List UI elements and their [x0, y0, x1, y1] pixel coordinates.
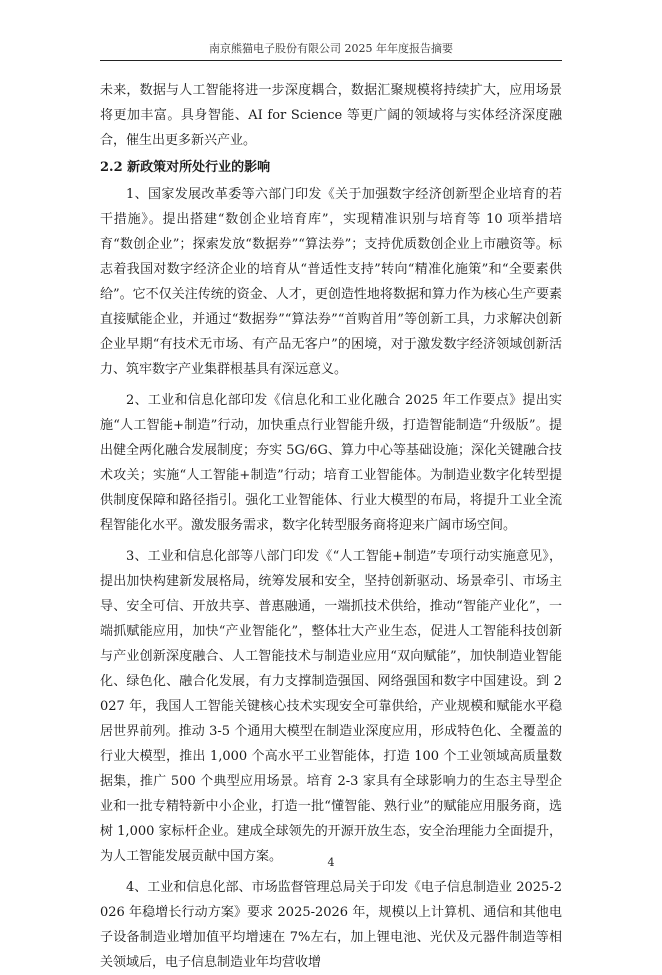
policy-item-3: 3、工业和信息化部等八部门印发《“人工智能+制造”专项行动实施意见》，提出加快构建新发展格局，统筹发展和安全，坚持创新驱动、场景牵引、市场主导、安全可信、开放共享、普惠融通，一端抓技术供给，推动“智能产业化”，一端抓赋能应用，加快“产业智能化”，整体壮大产业生态，促进人工智能科技创新与产业创新深度融合、人工智能技术与制造业应用“双向赋能”，加快制造业智能化、绿色化、融合化发展，有力支撑制造强国、网络强国和数字中国建设。到 2027 年，我国人工智能关键核心技术实现安全可靠供给，产业规模和赋能水平稳居世界前列。推动 3-5 个通用大模型在制造业深度应用，形成特色化、全覆盖的行业大模型，推出 1,000 个高水平工业智能体，打造 100 个工业领域高质量数据集，推广 500 个典型应用场景。培育 2-3 家具有全球影响力的生态主导型企业和一批专精特新中小企业，打造一批“懂智能、熟行业”的赋能应用服务商，选树 1,000 家标杆企业。建成全球领先的开源开放生态，安全治理能力全面提升，为人工智能发展贡献中国方案。 — [100, 549, 562, 864]
document-body — [100, 78, 562, 975]
report-title: 南京熊猫电子股份有限公司 2025 年年度报告摘要 — [209, 42, 453, 55]
page-header — [100, 38, 562, 61]
intro-paragraph: 未来，数据与人工智能将进一步深度耦合，数据汇聚规模将持续扩大，应用场景将更加丰富。具身智能、AI for Science 等更广阔的领域将与实体经济深度融合，催生出更多新兴产业。 — [100, 83, 562, 148]
policy-item-4: 4、工业和信息化部、市场监督管理总局关于印发《电子信息制造业 2025-2026 年稳增长行动方案》要求 2025-2026 年，规模以上计算机、通信和其他电子设备制造业增加值平均增速在 7%左右，加上锂电池、光伏及元器件制造等相关领域后，电子信息制造业年均营收增 — [100, 880, 562, 970]
policy-item-1: 1、国家发展改革委等六部门印发《关于加强数字经济创新型企业培育的若干措施》。提出搭建“数创企业培育库”，实现精准识别与培育等 10 项举措培育“数创企业”；探索发放“数据券”“算法券”；支持优质数创企业上市融资等。标志着我国对数字经济企业的培育从“普适性支持”转向“精准化施策”和“全要素供给”。它不仅关注传统的资金、人才，更创造性地将数据和算力作为核心生产要素直接赋能企业，并通过“数据券”“算法券”“首购首用”等创新工具，力求解决创新企业早期“有技术无市场、有产品无客户”的困境，对于激发数字经济领域创新活力、筑牢数字产业集群根基具有深远意义。 — [100, 187, 562, 377]
policy-item-2: 2、工业和信息化部印发《信息化和工业化融合 2025 年工作要点》提出实施“人工智能+制造”行动，加快重点行业智能升级，打造智能制造“升级版”。提出健全两化融合发展制度；夯实 5G/6G、算力中心等基础设施；深化关键融合技术攻关；实施“人工智能+制造”行动；培育工业智能体。为制造业数字化转型提供制度保障和路径指引。强化工业智能体、行业大模型的布局，将提升工业全流程智能化水平。激发服务需求，数字化转型服务商将迎来广阔市场空间。 — [100, 393, 562, 533]
page-number: 4 — [327, 856, 335, 869]
section-heading: 2.2 新政策对所处行业的影响 — [100, 160, 271, 175]
